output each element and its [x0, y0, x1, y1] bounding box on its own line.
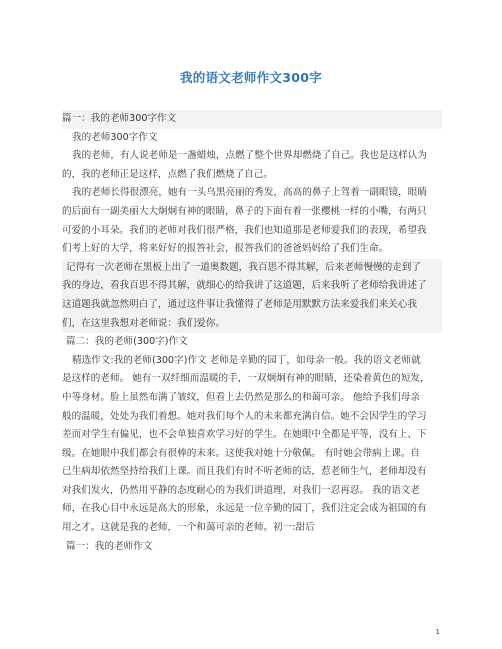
text-line: 精选作文:我的老师(300字)作文 老师是辛勤的园丁，如母亲一般。我的语文老师就	[72, 354, 421, 366]
document-body	[62, 110, 442, 556]
text-line: 可爱的小耳朵。我们的老师对我们很严格，我们也知道那是老师爱我们的表现，希望我	[62, 224, 427, 236]
text-line: 我的老师300字作文	[72, 131, 158, 143]
text-line: 篇二：我的老师(300字)作文	[66, 336, 188, 348]
text-line: 们，在这里我想对老师说：我们爱你。	[62, 315, 442, 334]
text-line: 的后面有一副美丽大大炯炯有神的眼睛，鼻子的下面有着一张樱桃一样的小嘴，有两只	[62, 205, 427, 217]
document-title: 我的语文老师作文300字	[179, 70, 323, 85]
text-line: 记得有一次老师在黑板上出了一道奥数题，我百思不得其解，后来老师慢慢的走到了	[62, 259, 442, 278]
text-line: 师，在我心目中永远是高大的形象，永远是一位辛勤的园丁，我们注定会成为祖国的有	[62, 503, 427, 515]
text-line: 这道题我就忽然明白了，通过这件事让我懂得了老师是用默默方法来爱我们来关心我	[62, 296, 442, 315]
text-line: 用之才。这就是我的老师，一个和蔼可亲的老师。初一:甜后	[62, 522, 315, 534]
text-line: 差而对学生有偏见，也不会单独喜欢学习好的学生。在她眼中全都是平等，没有上、下	[62, 429, 427, 441]
text-line: 对我们发火，仍然用平静的态度耐心的为我们讲道理，对我们一忍再忍。 我的语文老	[62, 484, 421, 496]
text-line: 是这样的老师。 她有一双纤细而温暖的手，一双炯炯有神的眼睛，还染着黄色的短发，	[62, 373, 430, 385]
text-line: 我的身边，看我百思不得其解，就细心的给我讲了这道题，后来我听了老师给我讲述了	[62, 277, 442, 296]
text-line: 级。在她眼中我们都会有很棒的未来。这使我对她十分敬佩。 有时她会带病上课。自	[62, 447, 421, 459]
text-line: 我的老师长得很漂亮，她有一头乌黑亮丽的秀发，高高的鼻子上驾着一副眼镜，眼睛	[72, 187, 427, 199]
page-number: 1	[435, 628, 440, 636]
text-line: 篇一：我的老师作文	[66, 540, 153, 552]
text-line: 的，我的老师正是这样，点燃了我们燃烧了自己。	[62, 168, 274, 180]
text-line: 般的温暖，处处为我们着想。她对我们每个人的未来都充满自信。她不会因学生的学习	[62, 410, 427, 422]
text-line: 我的老师，有人说老师是一盏蜡烛，点燃了整个世界却燃烧了自己。我也是这样认为	[72, 150, 427, 162]
text-line: 篇一：我的老师300字作文	[62, 110, 442, 129]
text-line: 已生病却依然坚持给我们上课。而且我们有时不听老师的话，惹老师生气，老师却没有	[62, 466, 427, 478]
text-line: 们考上好的大学，将来好好的报答社会，报答我们的爸爸妈妈给了我们生命。	[62, 243, 389, 255]
text-line: 中等身材。脸上虽然布满了皱纹，但看上去仍然是那么的和蔼可亲。 他给予我们母亲	[62, 391, 421, 403]
